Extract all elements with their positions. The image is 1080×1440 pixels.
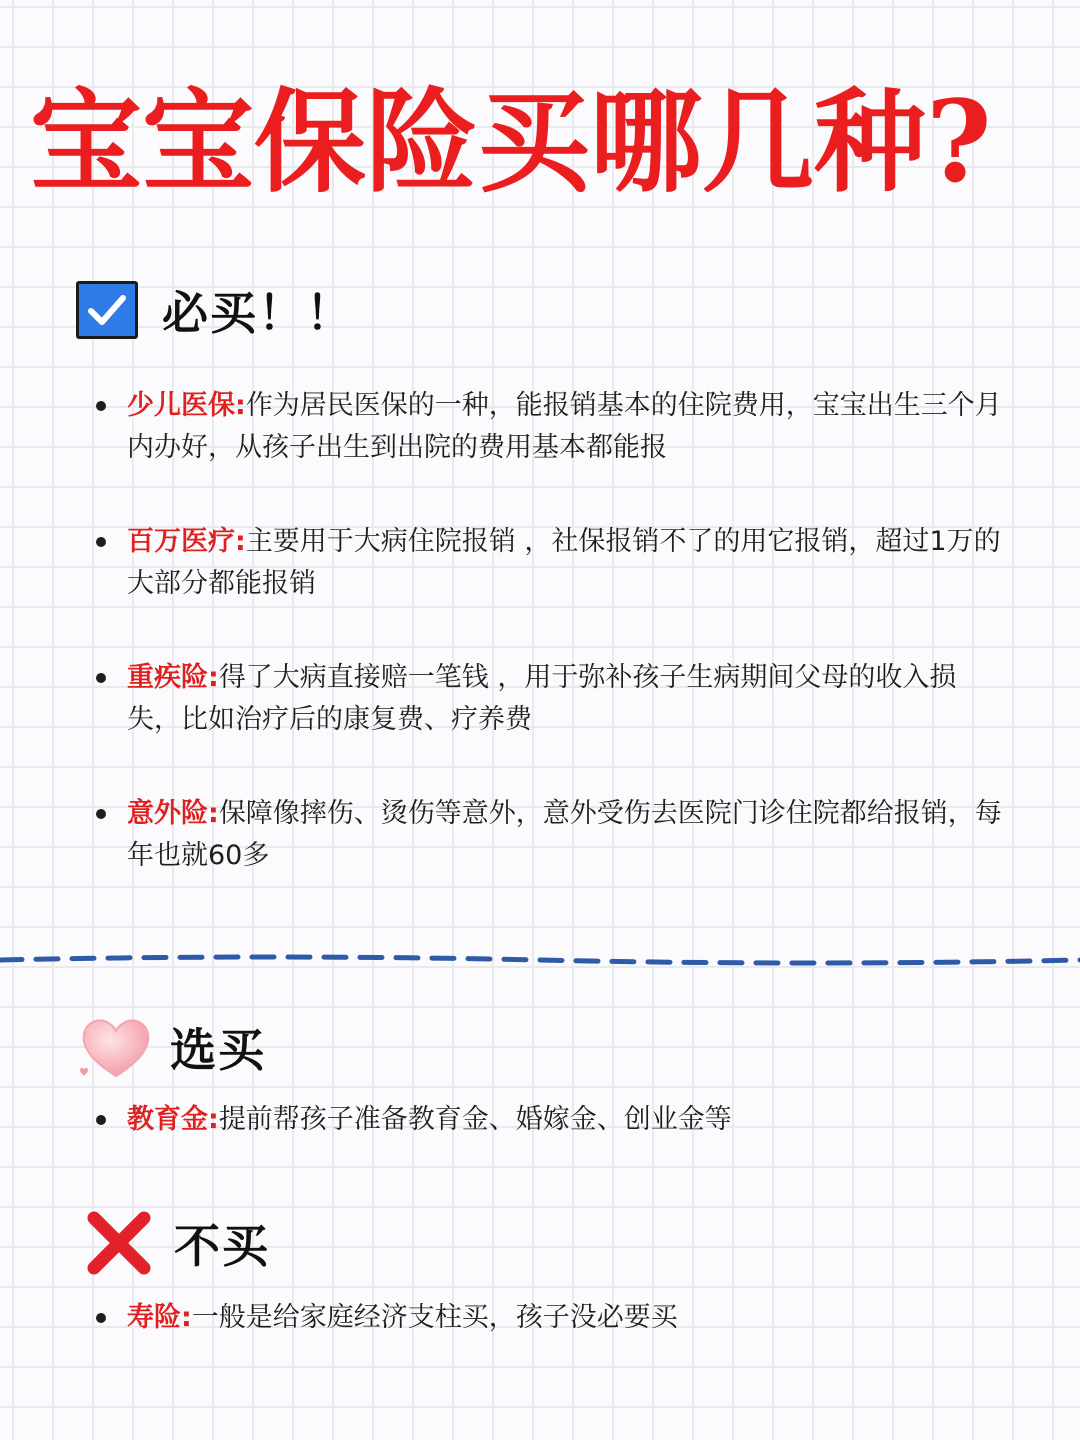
- list-item: [96, 521, 1006, 605]
- item-desc: 一般是给家庭经济支柱买，孩子没必要买: [191, 1302, 678, 1333]
- list-item: [96, 657, 1006, 741]
- item-term: 意外险:: [127, 798, 219, 829]
- dashed-divider: [0, 948, 1080, 972]
- item-desc: 得了大病直接赔一笔钱 ，用于弥补孩子生病期间父母的收入损失，比如治疗后的康复费、疗养费: [127, 662, 957, 735]
- list-item: [96, 793, 1006, 877]
- item-desc: 作为居民医保的一种，能报销基本的住院费用，宝宝出生三个月内办好，从孩子出生到出院的费用基本都能报: [127, 390, 1002, 463]
- section-skip-header: [86, 1210, 270, 1276]
- list-item: [96, 1099, 1006, 1141]
- bullet-icon: [96, 809, 106, 819]
- bullet-icon: [96, 1313, 106, 1323]
- cross-icon: [86, 1210, 152, 1276]
- item-term: 重疾险:: [127, 662, 219, 693]
- section-heading: 选买: [170, 1023, 266, 1077]
- heart-icon: [76, 1012, 156, 1082]
- item-desc: 主要用于大病住院报销 ，社保报销不了的用它报销，超过1万的大部分都能报销: [127, 526, 1001, 599]
- bullet-icon: [96, 537, 106, 547]
- item-term: 百万医疗:: [127, 526, 246, 557]
- section-must-buy-header: [76, 277, 354, 343]
- list-item: [96, 385, 1006, 469]
- bullet-icon: [96, 673, 106, 683]
- section-heading: 必买！！: [162, 286, 354, 340]
- section-heading: 不买: [174, 1219, 270, 1273]
- bullet-icon: [96, 401, 106, 411]
- bullet-icon: [96, 1115, 106, 1125]
- item-desc: 保障像摔伤、烫伤等意外，意外受伤去医院门诊住院都给报销，每年也就60多: [127, 798, 1002, 871]
- check-icon: [76, 281, 138, 339]
- item-term: 教育金:: [127, 1104, 219, 1135]
- item-term: 寿险:: [127, 1302, 192, 1333]
- list-item: [96, 1297, 1006, 1339]
- section-optional-header: [76, 1012, 266, 1082]
- item-desc: 提前帮孩子准备教育金、婚嫁金、创业金等: [218, 1104, 732, 1135]
- page-title: 宝宝保险买哪几种?: [30, 77, 992, 208]
- item-term: 少儿医保:: [127, 390, 246, 421]
